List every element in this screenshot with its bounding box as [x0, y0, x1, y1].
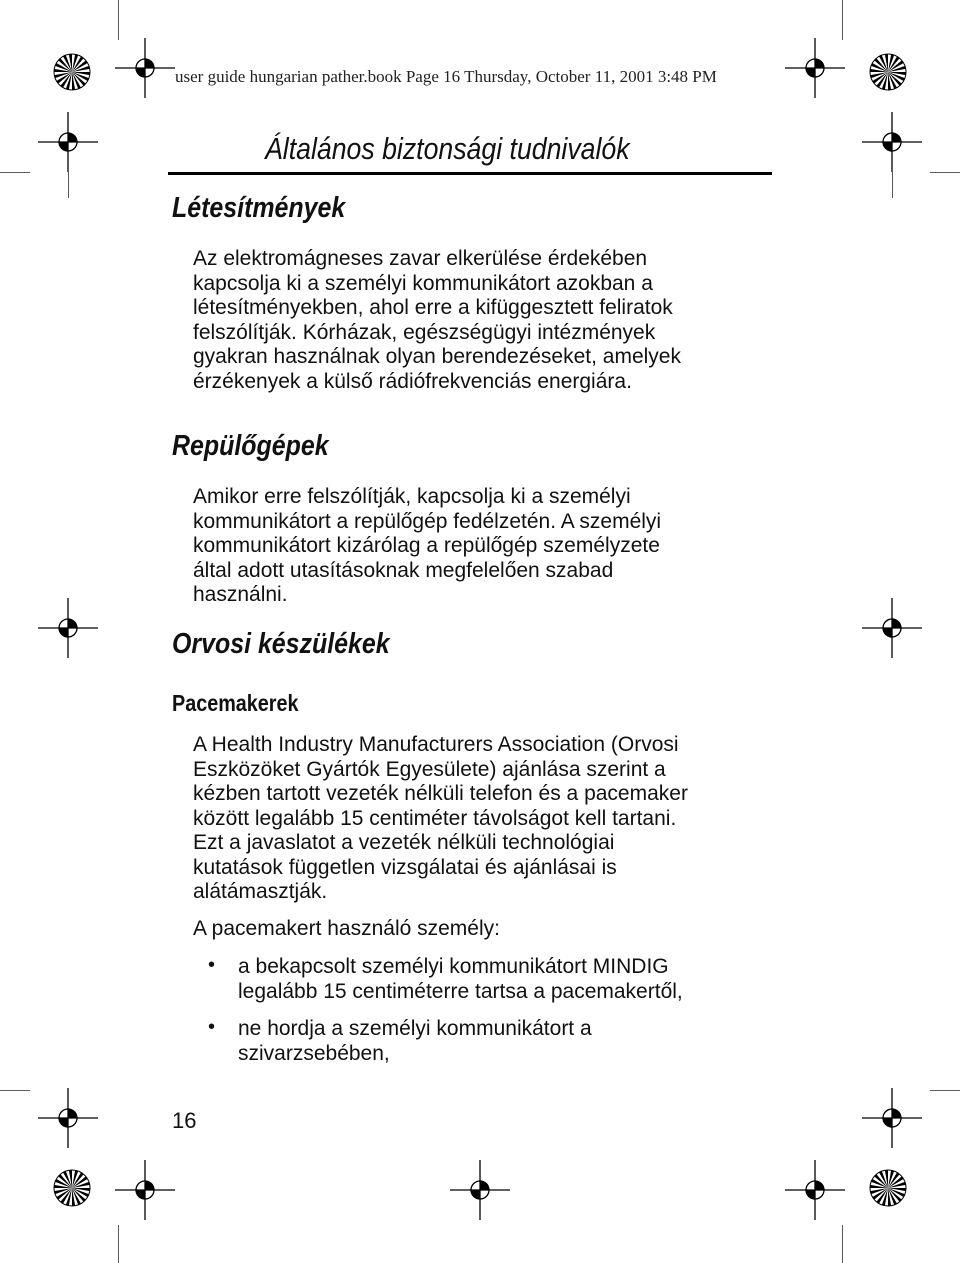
- title-rule: [168, 172, 772, 175]
- star-target-icon: [52, 1168, 92, 1208]
- star-target-icon: [868, 52, 908, 92]
- registration-mark-icon: [450, 1160, 510, 1220]
- crop-line: [68, 172, 70, 198]
- registration-mark-icon: [115, 38, 175, 98]
- heading-facilities: Létesítmények: [172, 192, 346, 224]
- crop-line: [842, 1225, 844, 1263]
- heading-aircraft: Repülőgépek: [172, 430, 329, 462]
- paragraph-facilities: Az elektromágneses zavar elkerülése érdekében kapcsolja ki a személyi kommunikátort azokban a létesítményekben, ahol erre a kifüggesztett feliratok felszólítják. Kórházak, egészségügyi intézmények gyakran használnak olyan berendezéseket, amelyek érzékenyek a külső rádiófrekvenciás energiára.: [193, 247, 681, 393]
- star-target-icon: [52, 52, 92, 92]
- paragraph-pacemakers: A Health Industry Manufacturers Association (Orvosi Eszközöket Gyártók Egyesülete) ajánlása szerint a kézben tartott vezeték nélküli telefon és a pacemaker között legalább 15 centiméter távolságot kell tartani. Ezt a javaslatot a vezeték nélküli technológiai kutatások független vizsgálatai és ajánlásai is alátámasztják.: [193, 733, 688, 903]
- crop-line: [892, 172, 894, 198]
- registration-mark-icon: [38, 598, 98, 658]
- page-number: 16: [172, 1108, 197, 1133]
- crop-line: [118, 1225, 120, 1263]
- list-item: ne hordja a személyi kommunikátort a szivarzsebében,: [238, 1017, 592, 1065]
- registration-mark-icon: [862, 112, 922, 172]
- heading-medical: Orvosi készülékek: [172, 628, 390, 660]
- registration-mark-icon: [38, 1088, 98, 1148]
- crop-line: [930, 172, 960, 174]
- star-target-icon: [868, 1168, 908, 1208]
- registration-mark-icon: [38, 112, 98, 172]
- pacemaker-intro: A pacemakert használó személy:: [193, 917, 500, 940]
- registration-mark-icon: [862, 598, 922, 658]
- print-info-line: user guide hungarian pather.book Page 16 Thursday, October 11, 2001 3:48 PM: [175, 67, 717, 86]
- registration-mark-icon: [115, 1160, 175, 1220]
- page-title: Általános biztonsági tudnivalók: [265, 131, 630, 166]
- registration-mark-icon: [785, 38, 845, 98]
- crop-line: [0, 1090, 30, 1092]
- list-item: a bekapcsolt személyi kommunikátort MINDIG legalább 15 centiméterre tartsa a pacemakertől,: [238, 955, 683, 1003]
- bullet-symbol: •: [208, 1016, 216, 1038]
- paragraph-aircraft: Amikor erre felszólítják, kapcsolja ki a személyi kommunikátort a repülőgép fedélzetén. A személyi kommunikátort kizárólag a repülőgép személyzete által adott utasításoknak megfelelően szabad használni.: [193, 485, 662, 606]
- crop-line: [930, 1090, 960, 1092]
- subheading-pacemakers: Pacemakerek: [172, 690, 299, 716]
- registration-mark-icon: [862, 1088, 922, 1148]
- bullet-symbol: •: [208, 954, 216, 976]
- crop-line: [118, 0, 120, 40]
- crop-line: [0, 172, 30, 174]
- crop-line: [842, 0, 844, 40]
- registration-mark-icon: [785, 1160, 845, 1220]
